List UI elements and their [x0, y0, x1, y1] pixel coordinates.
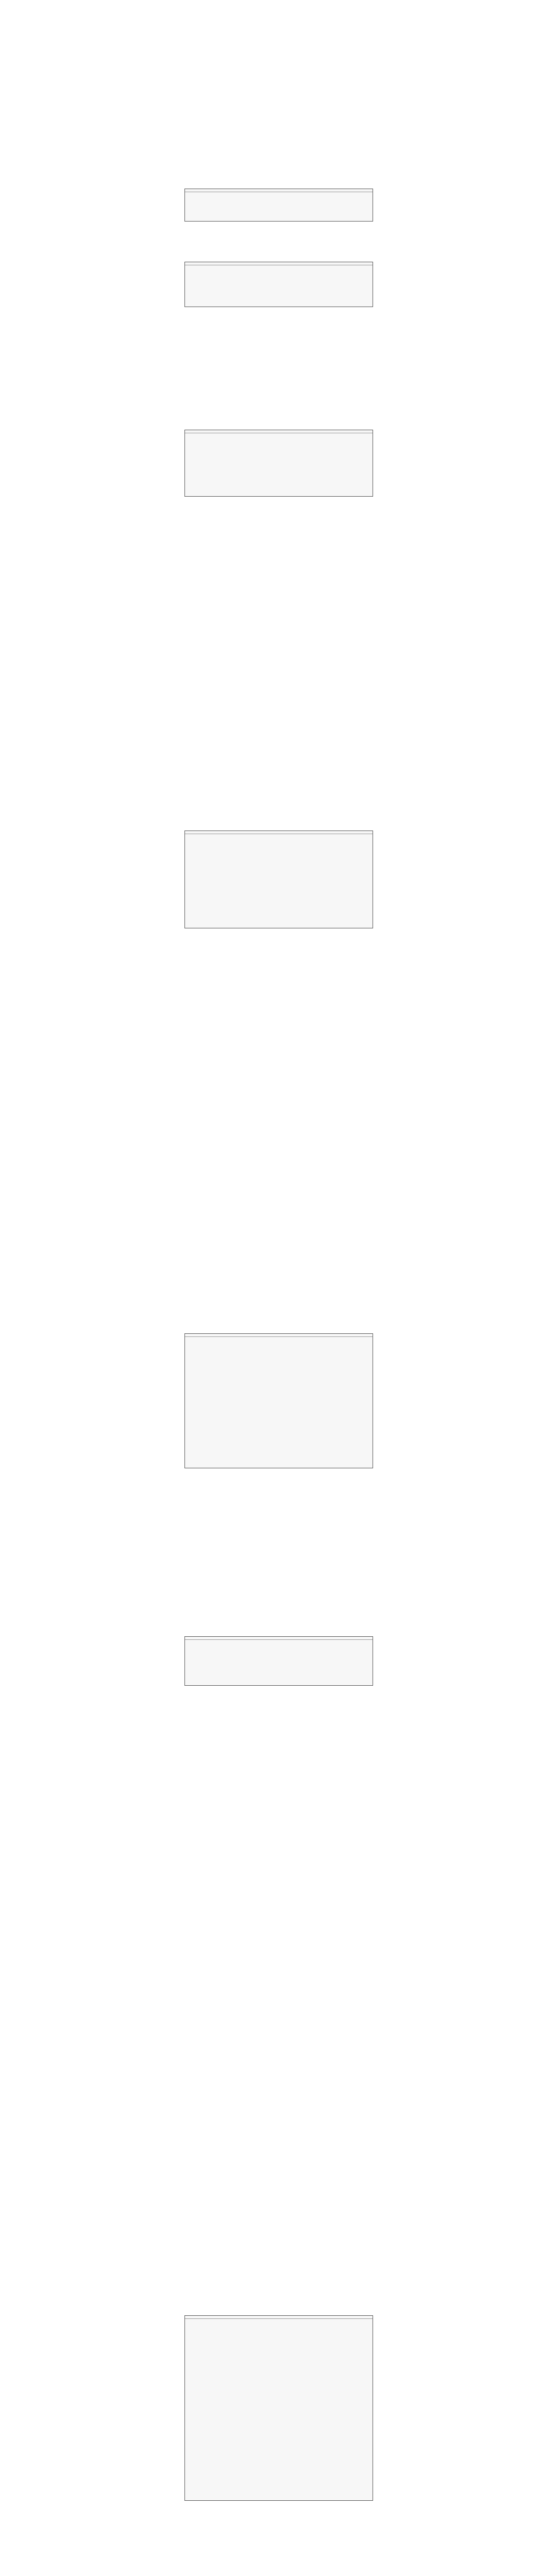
feature-box-body	[185, 1640, 373, 1680]
article-paragraph	[11, 502, 546, 824]
feature-box	[184, 262, 373, 307]
article-paragraph	[11, 4, 546, 95]
article-paragraph	[11, 227, 546, 258]
feature-box-body	[185, 192, 373, 216]
feature-box-body	[185, 1337, 373, 1463]
feature-box-body	[185, 834, 373, 923]
feature-box-body	[185, 265, 373, 301]
article-paragraph	[11, 2507, 546, 2569]
feature-box-body	[185, 433, 373, 491]
feature-box	[184, 2315, 373, 2501]
article-paragraph	[11, 1473, 546, 1630]
article-paragraph	[11, 312, 546, 425]
article-paragraph	[11, 1692, 546, 1736]
article-paragraph	[11, 99, 546, 183]
feature-box	[184, 1333, 373, 1468]
feature-box-body	[185, 2319, 373, 2495]
article-paragraph	[11, 1754, 546, 2310]
feature-box	[184, 189, 373, 222]
feature-box	[184, 430, 373, 497]
feature-box	[184, 831, 373, 928]
article-paragraph	[11, 934, 546, 1327]
feature-box	[184, 1636, 373, 1686]
